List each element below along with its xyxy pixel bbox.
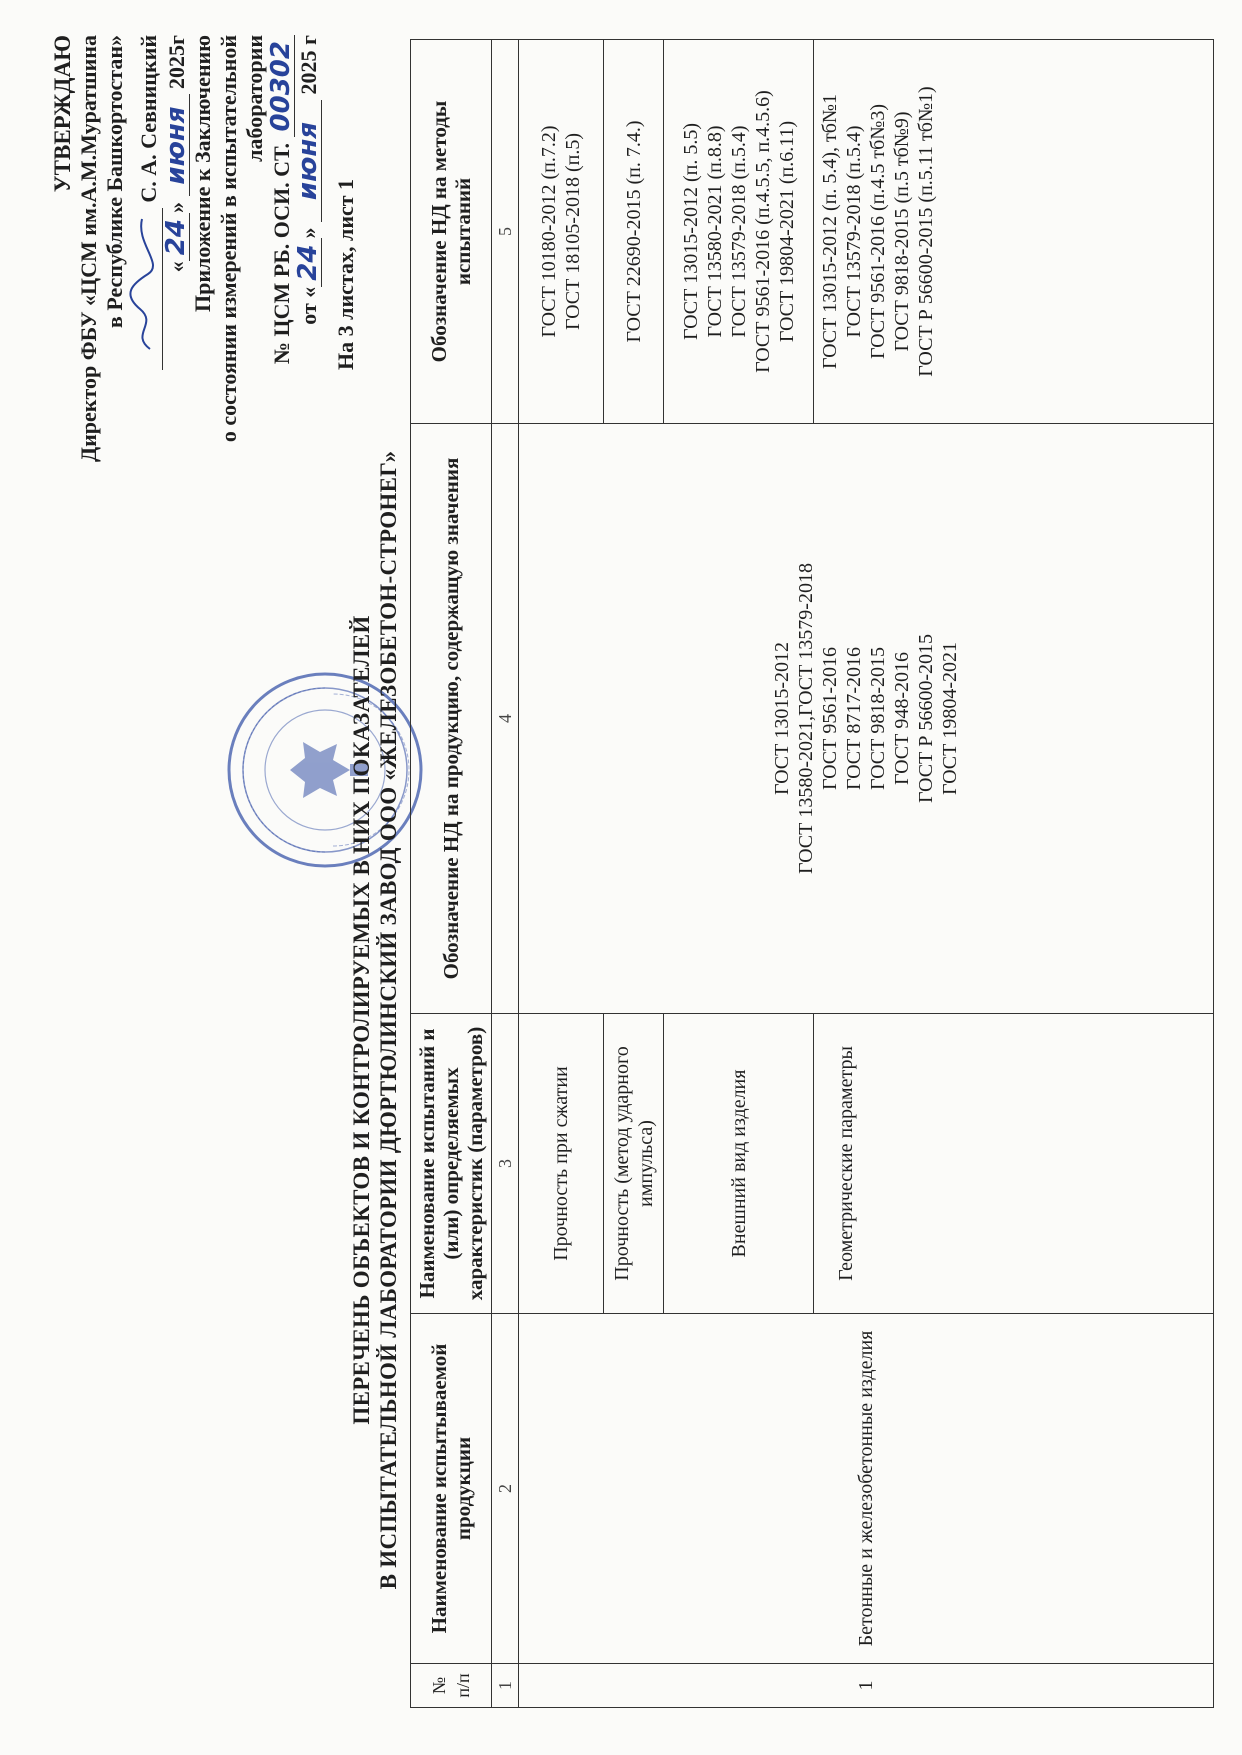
method-nd-item: ГОСТ Р 56600-2015 (п.5.11 тб№1)	[915, 86, 937, 377]
registration-number	[268, 35, 295, 465]
annex-line-2: о состоянии измерений в испытательной	[216, 35, 241, 443]
method-nd-item: ГОСТ 22690-2015 (п. 7.4.)	[622, 120, 645, 343]
header-number: № п/п	[411, 1664, 492, 1708]
method-nd-item: ГОСТ 9561-2016 (п.4.5 тб№3)	[867, 104, 889, 359]
director-line: Директор ФБУ «ЦСМ им.А.М.Муратшина	[76, 35, 101, 463]
product-nd-item: ГОСТ Р 56600-2015	[915, 633, 937, 804]
product-nd-item: ГОСТ 13580-2021,ГОСТ 13579-2018	[795, 563, 817, 874]
method-nd-item: ГОСТ 9561-2016 (п.4.5.5, п.4.5.6)	[751, 90, 774, 373]
annex-line-3: лаборатории	[242, 35, 267, 162]
method-nd-item: ГОСТ 10180-2012 (п.7.2)	[538, 125, 560, 338]
header-method-nd: Обозначение НД на методы испытаний	[411, 40, 492, 424]
method-nd-cell	[664, 40, 814, 424]
row-number: 1	[519, 1664, 1214, 1708]
method-nd-item: ГОСТ 18105-2018 (п.5)	[562, 133, 584, 330]
sheet-count: На 3 листах, лист 1	[333, 178, 358, 370]
method-nd-cell	[604, 40, 664, 424]
registration-date: от «24» июня 2025 г	[293, 35, 323, 325]
product-nd-item: ГОСТ 9561-2016	[819, 647, 841, 790]
from-prefix: от «	[296, 286, 321, 325]
sign-date-line: «24» июня 2025г	[161, 35, 191, 273]
method-nd-item: ГОСТ 13580-2021 (п.8.8)	[703, 125, 726, 338]
title-line-2: В ИСПЫТАТЕЛЬНОЙ ЛАБОРАТОРИИ ДЮРТЮЛИНСКИЙ ЗАВОД ООО «ЖЕЛЕЗОБЕТОН-СТРОНЕГ»	[376, 450, 401, 1590]
test-name: Геометрические параметры	[814, 1014, 1214, 1314]
method-nd-item: ГОСТ 13015-2012 (п. 5.5)	[679, 123, 702, 340]
method-nd-item: ГОСТ 13579-2018 (п.5.4)	[727, 125, 750, 338]
title-line-1: ПЕРЕЧЕНЬ ОБЪЕКТОВ И КОНТРОЛИРУЕМЫХ В НИХ ПОКАЗАТЕЛЕЙ	[349, 615, 374, 1425]
method-nd-item: ГОСТ 13015-2012 (п. 5.4), тб№1	[819, 94, 841, 369]
product-nd-item: ГОСТ 948-2016	[891, 652, 913, 785]
annex-line-1: Приложение к Заключению	[190, 35, 215, 312]
method-nd-item: ГОСТ 19804-2021 (п.6.11)	[775, 120, 798, 343]
document-title	[348, 355, 402, 1685]
signature-line	[128, 35, 163, 465]
header-test: Наименование испытаний и (или) определяемых характеристик (параметров)	[411, 1014, 492, 1314]
test-name: Внешний вид изделия	[664, 1014, 814, 1314]
approval-heading: УТВЕРЖДАЮ	[50, 35, 75, 193]
from-day: 24	[295, 239, 322, 287]
region-line: в Республике Башкортостан»	[102, 35, 127, 329]
method-nd-item: ГОСТ 9818-2015 (п.5 тб№9)	[891, 111, 913, 352]
header-product-nd: Обозначение НД на продукцию, содержащую значения	[411, 424, 492, 1014]
product-name: Бетонные и железобетонные изделия	[519, 1314, 1214, 1664]
column-number: 5	[492, 40, 519, 424]
column-numbers-row	[492, 40, 519, 1708]
registration-number-value: 00302	[268, 35, 295, 137]
column-number: 2	[492, 1314, 519, 1664]
from-year: 2025 г	[296, 35, 321, 95]
test-name: Прочность (метод ударного импульса)	[604, 1014, 664, 1314]
signature-blank	[128, 208, 163, 370]
table-header-row	[411, 40, 492, 1708]
product-nd-item: ГОСТ 9818-2015	[867, 647, 889, 790]
sign-date-month: июня	[163, 95, 190, 197]
signatory-name: С. А. Севницкий	[136, 35, 161, 203]
product-nd-cell	[519, 424, 1214, 1014]
sign-date-day: 24	[163, 213, 190, 261]
product-nd-item: ГОСТ 8717-2016	[843, 647, 865, 790]
sign-date-year: 2025г	[164, 35, 189, 89]
from-month: июня	[295, 100, 322, 222]
approval-block	[50, 35, 322, 465]
registration-number-prefix: № ЦСМ РБ. ОСИ. СТ.	[269, 142, 294, 365]
header-product: Наименование испытываемой продукции	[411, 1314, 492, 1664]
method-nd-cell	[814, 40, 1214, 424]
column-number: 3	[492, 1014, 519, 1314]
method-nd-item: ГОСТ 13579-2018 (п.5.4)	[843, 125, 865, 338]
method-nd-cell	[519, 40, 604, 424]
handwritten-signature	[128, 214, 156, 354]
table-row	[519, 40, 604, 1708]
column-number: 1	[492, 1664, 519, 1708]
product-nd-item: ГОСТ 19804-2021	[939, 642, 961, 795]
objects-table	[410, 39, 1214, 1708]
test-name: Прочность при сжатии	[519, 1014, 604, 1314]
product-nd-item: ГОСТ 13015-2012	[771, 642, 793, 795]
column-number: 4	[492, 424, 519, 1014]
